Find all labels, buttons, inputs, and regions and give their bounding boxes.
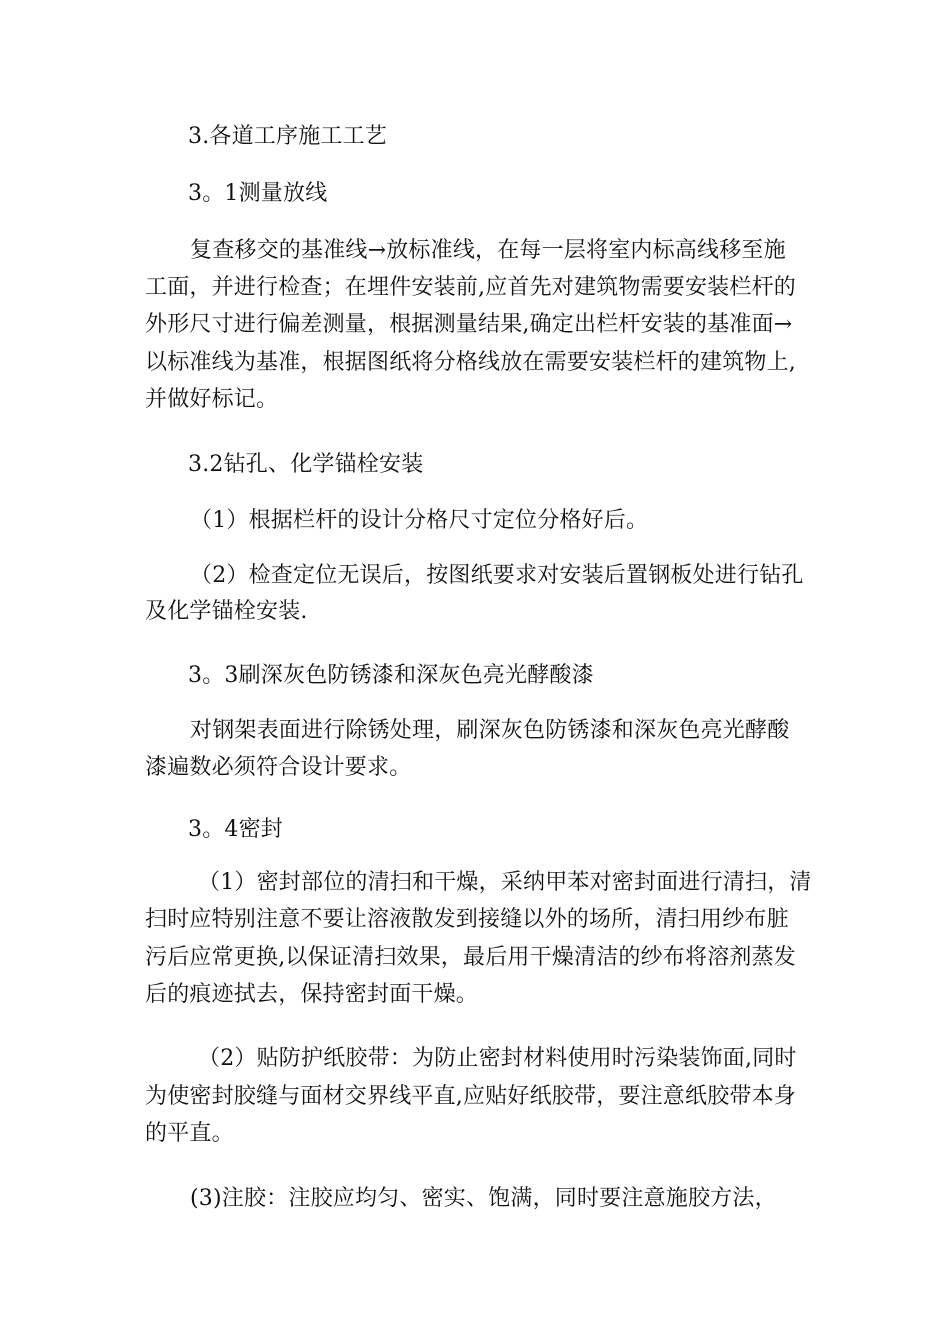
subsection-heading: 3。1测量放线: [188, 181, 328, 206]
subsection-heading: 3.2钻孔、化学锚栓安装: [188, 452, 424, 477]
subsection-heading: 3。3刷深灰色防锈漆和深灰色亮光酵酸漆: [188, 663, 594, 688]
paragraph-line: 的平直。: [145, 1121, 234, 1146]
paragraph-line: 及化学锚栓安装.: [145, 599, 308, 624]
paragraph-line: 后的痕迹拭去，保持密封面干燥。: [145, 982, 479, 1007]
paragraph-line: 外形尺寸进行偏差测量，根据测量结果,确定出栏杆安装的基准面→: [145, 312, 793, 337]
paragraph-line: 为使密封胶缝与面材交界线平直,应贴好纸胶带，要注意纸胶带本身: [145, 1084, 796, 1109]
paragraph-line: 并做好标记。: [145, 387, 279, 412]
subsection-heading: 3。4密封: [188, 817, 283, 842]
paragraph-line: （1）密封部位的清扫和干燥，采纳甲苯对密封面进行清扫，清: [198, 870, 812, 895]
paragraph-line: (3)注胶：注胶应均匀、密实、饱满，同时要注意施胶方法，: [190, 1186, 777, 1211]
paragraph-line: （1）根据栏杆的设计分格尺寸定位分格好后。: [190, 508, 649, 533]
paragraph-line: 污后应常更换,以保证清扫效果，最后用干燥清洁的纱布将溶剂蒸发: [145, 945, 796, 970]
paragraph-line: 扫时应特别注意不要让溶液散发到接缝以外的场所，清扫用纱布脏: [145, 907, 789, 932]
paragraph-line: 漆遍数必须符合设计要求。: [145, 755, 412, 780]
section-heading: 3.各道工序施工工艺: [188, 124, 387, 149]
paragraph-line: （2）贴防护纸胶带：为防止密封材料使用时污染装饰面,同时: [198, 1046, 797, 1071]
paragraph-line: 以标准线为基准，根据图纸将分格线放在需要安装栏杆的建筑物上,: [145, 350, 796, 375]
paragraph-line: 对钢架表面进行除锈处理，刷深灰色防锈漆和深灰色亮光酵酸: [190, 718, 790, 743]
paragraph-line: （2）检查定位无误后，按图纸要求对安装后置钢板处进行钻孔: [190, 563, 804, 588]
paragraph-line: 复查移交的基准线→放标准线，在每一层将室内标高线移至施: [190, 238, 786, 263]
paragraph-line: 工面，并进行检查；在埋件安装前,应首先对建筑物需要安装栏杆的: [145, 275, 796, 300]
